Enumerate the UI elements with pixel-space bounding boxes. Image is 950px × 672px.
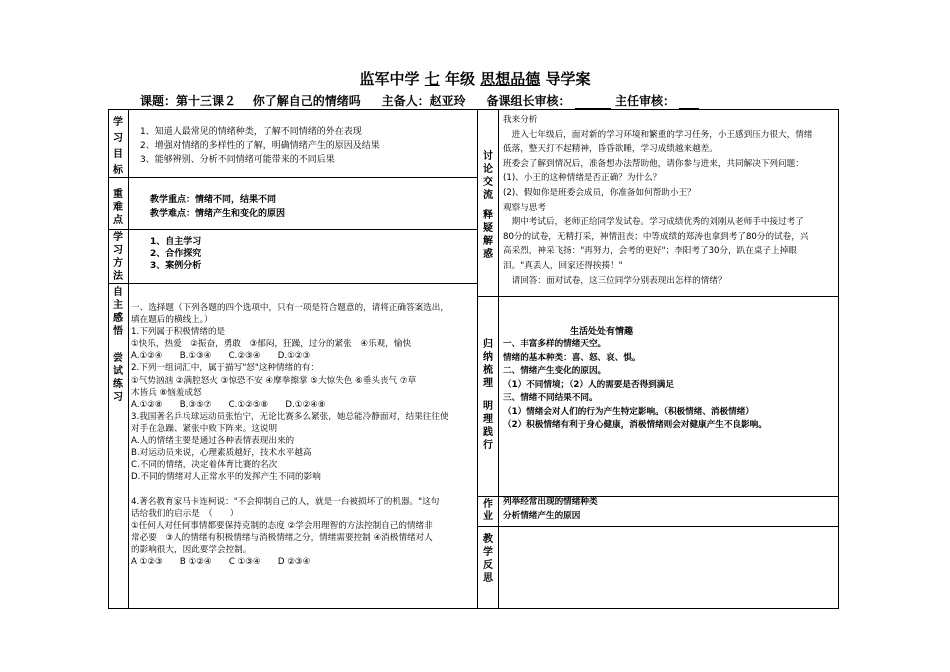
question-line: A ①②③ B ①②④ C ①③④ D ②③④ <box>131 556 311 567</box>
question-line: 话给我们的启示是 （ ） <box>131 508 239 519</box>
summary-line: 情绪的基本种类：喜、怒、哀、惧。 <box>503 352 641 363</box>
question-line: ①任何人对任何事情都要保持克制的态度 ②学会用理智的方法控制自己的情绪非 <box>131 520 433 531</box>
reflection-label: 教 学 反 思 <box>483 534 493 584</box>
reflection-area[interactable] <box>500 528 838 608</box>
question-line: ①气势汹汹 ②满腔怒火 ③惊恐不安 ④摩拳擦掌 ⑤大惊失色 ⑥垂头丧气 ⑦草 <box>131 375 417 386</box>
resolve-doubts-label: 释 疑 解 惑 <box>483 210 493 260</box>
question-line: 2.下列一组词汇中，属于描写"怒"这种情绪的有： <box>131 363 319 374</box>
right-label-divider <box>498 109 499 609</box>
discussion-line: 80分的试卷，无精打采，神情沮丧；中等成绩的郑涛也拿到考了80分的试卷，兴 <box>503 231 809 242</box>
key-points-list <box>150 193 285 221</box>
practice-label: 尝 试 练 习 <box>113 353 123 403</box>
grade-suffix: 年级 <box>444 70 475 88</box>
objective-item: 1、知道人最常见的情绪种类，了解不同情绪的外在表现 <box>140 127 362 137</box>
question-line: ①快乐，热爱 ②振奋，勇敢 ③郁闷，狂躁，过分的紧张 ④乐观，愉快 <box>131 339 412 350</box>
discussion-line: 期中考试后，老师正给同学发试卷。学习成绩优秀的刘刚从老师手中接过考了 <box>503 217 804 228</box>
question-line: 的影响很大，因此要学会控制。 <box>131 544 252 555</box>
question-line: 常必要 ③人的情绪有积极情绪与消极情绪之分，情绪需要控制 ④消极情绪对人 <box>131 532 433 543</box>
school-name: 监军中学 <box>359 70 420 88</box>
homework-line: 列举经常出现的情绪种类 <box>503 497 598 507</box>
discussion-line: 进入七年级后，面对新的学习环境和繁重的学习任务，小王感到压力很大，情绪 <box>503 129 813 140</box>
reviewer-blank <box>575 96 611 109</box>
row-divider-1 <box>108 177 478 178</box>
objectives-list <box>140 125 380 167</box>
question-spacer <box>131 483 449 495</box>
row-divider-3 <box>108 283 478 284</box>
summary-line: 三、情绪不同结果不同。 <box>503 393 598 403</box>
discussion-line: 我来分析 <box>503 115 538 125</box>
objectives-label: 学 习 目 标 <box>113 117 123 176</box>
methods-list <box>150 236 201 272</box>
discussion-line: 请回答：面对试卷，这三位同学分别表现出怎样的情绪？ <box>503 275 727 286</box>
discussion-line: 低落，整天打不起精神，昏昏欲睡，学习成绩越来越差。 <box>503 144 718 155</box>
director-label: 主任审核： <box>614 94 675 108</box>
discussion-line: 班委会了解到情况后，准备想办法帮助他，请你参与进来，共同解决下列问题： <box>503 158 804 169</box>
homework-label: 作 业 <box>483 499 493 522</box>
question-line: 3.我国著名乒乓球运动员张怡宁，无论比赛多么紧张，她总能冷静面对，结果往往使 <box>131 411 449 422</box>
lesson-title: 你了解自己的情绪吗 <box>252 94 361 108</box>
question-line: A.①②④ B.①③④ C.②③④ D.①②③ <box>131 351 311 362</box>
method-item: 1、自主学习 <box>150 237 202 247</box>
right-row-divider-1 <box>477 296 839 297</box>
left-label-divider <box>128 109 129 609</box>
lesson-label: 课题：第十三课２ <box>140 94 237 108</box>
summary-heading: 生活处处有情趣 <box>570 327 634 337</box>
discussion-content <box>503 113 812 288</box>
objective-item: 2、增强对情绪的多样性的了解，明确情绪产生的原因及结果 <box>140 141 380 151</box>
director-blank <box>679 96 699 109</box>
summary-label: 归 纳 梳 理 <box>483 339 493 389</box>
method-item: 2、合作探究 <box>150 249 202 259</box>
question-line: 对手在急躁、紧张中败下阵来。这说明 <box>131 423 278 434</box>
reviewer-label: 备课组长审核： <box>486 94 571 108</box>
discussion-line: (2)、假如你是班委会成员，你准备如何帮助小王？ <box>503 187 696 198</box>
method-item: 3、案例分析 <box>150 261 202 271</box>
methods-label: 学 习 方 法 <box>113 232 123 282</box>
discussion-line: 泪。"真丢人，回家还得挨揍！" <box>503 260 623 271</box>
key-point-item: 教学难点：情绪产生和变化的原因 <box>150 209 286 219</box>
grade-number: 七 <box>424 70 440 88</box>
discussion-line: (1)、小王的这种情绪是否正确？为什么？ <box>503 173 662 184</box>
self-study-label: 自 主 感 悟 <box>113 287 123 337</box>
homework-content <box>503 496 598 523</box>
question-line: 一、选择题（下列各题的四个选项中，只有一项是符合题意的，请将正确答案选出， <box>131 303 449 313</box>
document-title <box>0 68 950 89</box>
question-line: B.对运动员来说，心理素质越好，技术水平越高 <box>131 448 312 459</box>
practice-questions <box>131 302 449 568</box>
homework-line: 分析情绪产生的原因 <box>503 510 581 521</box>
row-divider-2 <box>108 229 478 230</box>
discussion-line: 观察与思考 <box>503 202 546 213</box>
lesson-info-row <box>140 92 699 109</box>
discussion-label: 讨 论 交 流 <box>483 151 493 201</box>
question-line: C.不同的情绪，决定着体育比赛的名次 <box>131 460 278 471</box>
question-line: 1.下列属于积极情绪的是 <box>131 327 226 338</box>
practice-principles-label: 明 理 践 行 <box>483 401 493 451</box>
summary-line: 二、情绪产生变化的原因。 <box>503 366 607 376</box>
key-points-label: 重 难 点 <box>113 189 123 226</box>
question-line: 填在题后的横线上。） <box>131 315 213 326</box>
summary-line: （1）不同情境；（2）人的需要是否得到满足 <box>503 379 674 390</box>
objective-item: 3、能够辨别、分析不同情绪可能带来的不同后果 <box>140 155 335 165</box>
preparer: 主备人：赵亚玲 <box>381 94 466 108</box>
doc-type: 导学案 <box>545 70 591 88</box>
center-divider <box>477 109 478 609</box>
summary-content <box>503 338 767 433</box>
key-point-item: 教学重点：情绪不同，结果不同 <box>150 195 277 205</box>
summary-line: （2）积极情绪有利于身心健康，消极情绪则会对健康产生不良影响。 <box>503 420 767 430</box>
question-line: 木皆兵 ⑧恼羞成怒 <box>131 387 202 398</box>
right-row-divider-3 <box>477 526 839 527</box>
discussion-line: 高采烈，神采飞扬："再努力，会考的更好"；李阳考了30分，趴在桌子上掉眼 <box>503 246 797 257</box>
summary-line: （1）情绪会对人们的行为产生特定影响。（积极情绪、消极情绪） <box>503 406 754 417</box>
question-line: 4.著名教育家马卡连柯说："不会抑制自己的人，就是一台被损坏了的机器。"这句 <box>131 496 440 507</box>
question-line: D.不同的情绪对人正常水平的发挥产生不同的影响 <box>131 472 321 483</box>
summary-line: 一、丰富多样的情绪天空。 <box>503 339 607 349</box>
question-line: A.人的情绪主要是通过各种表情表现出来的 <box>131 436 295 447</box>
subject-name: 思想品德 <box>480 70 541 88</box>
question-line: A.①②⑧ B.③⑤⑦ C.①②⑤⑧ D.①②④⑧ <box>131 399 326 410</box>
